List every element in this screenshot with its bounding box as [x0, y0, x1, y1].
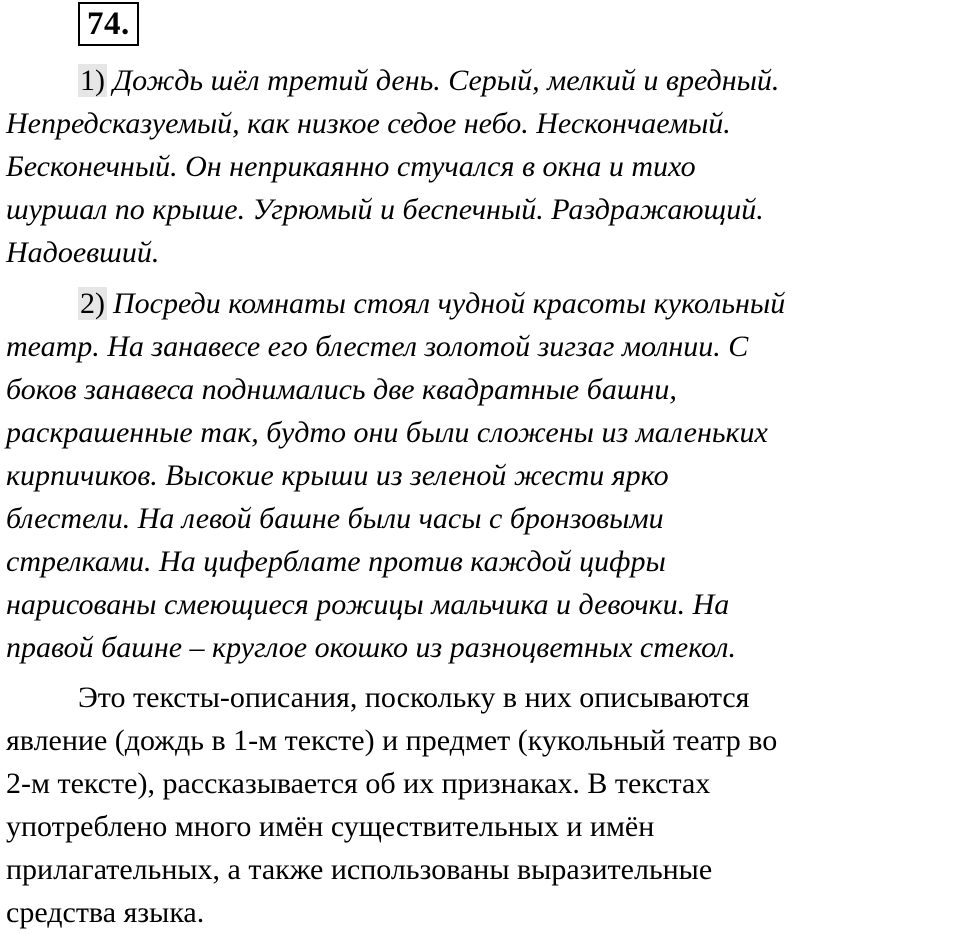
text-1-line — [6, 59, 954, 102]
answer-line: употреблено много имён существительных и имён — [6, 810, 655, 843]
text-1-line: шуршал по крыше. Угрюмый и беспечный. Раздражающий. — [6, 193, 764, 226]
answer-line: 2-м тексте), рассказывается об их признаках. В текстах — [6, 767, 711, 800]
text-1-line: Надоевший. — [6, 236, 160, 269]
text-2-line: кирпичиков. Высокие крыши из зеленой жести ярко — [6, 459, 669, 492]
text-2-line: блестели. На левой башне были часы с бронзовыми — [6, 502, 664, 535]
text-2-marker: 2) — [80, 287, 105, 320]
text-2-line-text: Посреди комнаты стоял чудной красоты кукольный — [113, 287, 786, 320]
text-1-line-text: Дождь шёл третий день. Серый, мелкий и вредный. — [113, 64, 780, 97]
text-1-line: Непредсказуемый, как низкое седое небо. Нескончаемый. — [6, 107, 731, 140]
text-2-line: нарисованы смеющиеся рожицы мальчика и девочки. На — [6, 588, 730, 621]
text-2-paragraph — [6, 282, 954, 669]
text-2-line: боков занавеса поднимались две квадратные башни, — [6, 373, 677, 406]
answer-line: средства языка. — [6, 896, 205, 929]
answer-line: прилагательных, а также использованы выразительные — [6, 853, 713, 886]
text-2-line: правой башне – круглое окошко из разноцветных стекол. — [6, 631, 736, 664]
text-2-line: театр. На занавесе его блестел золотой зигзаг молнии. С — [6, 330, 749, 363]
answer-line: Это тексты-описания, поскольку в них описываются — [78, 681, 750, 714]
exercise-number: 74. — [78, 2, 139, 46]
text-2-line — [6, 282, 954, 325]
text-2-line: стрелками. На циферблате против каждой цифры — [6, 545, 666, 578]
text-2-line: раскрашенные так, будто они были сложены из маленьких — [6, 416, 768, 449]
answer-paragraph — [6, 676, 954, 934]
answer-line: явление (дождь в 1-м тексте) и предмет (кукольный театр во — [6, 724, 778, 757]
text-1-line: Бесконечный. Он неприкаянно стучался в окна и тихо — [6, 150, 696, 183]
text-1-marker: 1) — [80, 64, 105, 97]
text-1-paragraph — [6, 59, 954, 274]
